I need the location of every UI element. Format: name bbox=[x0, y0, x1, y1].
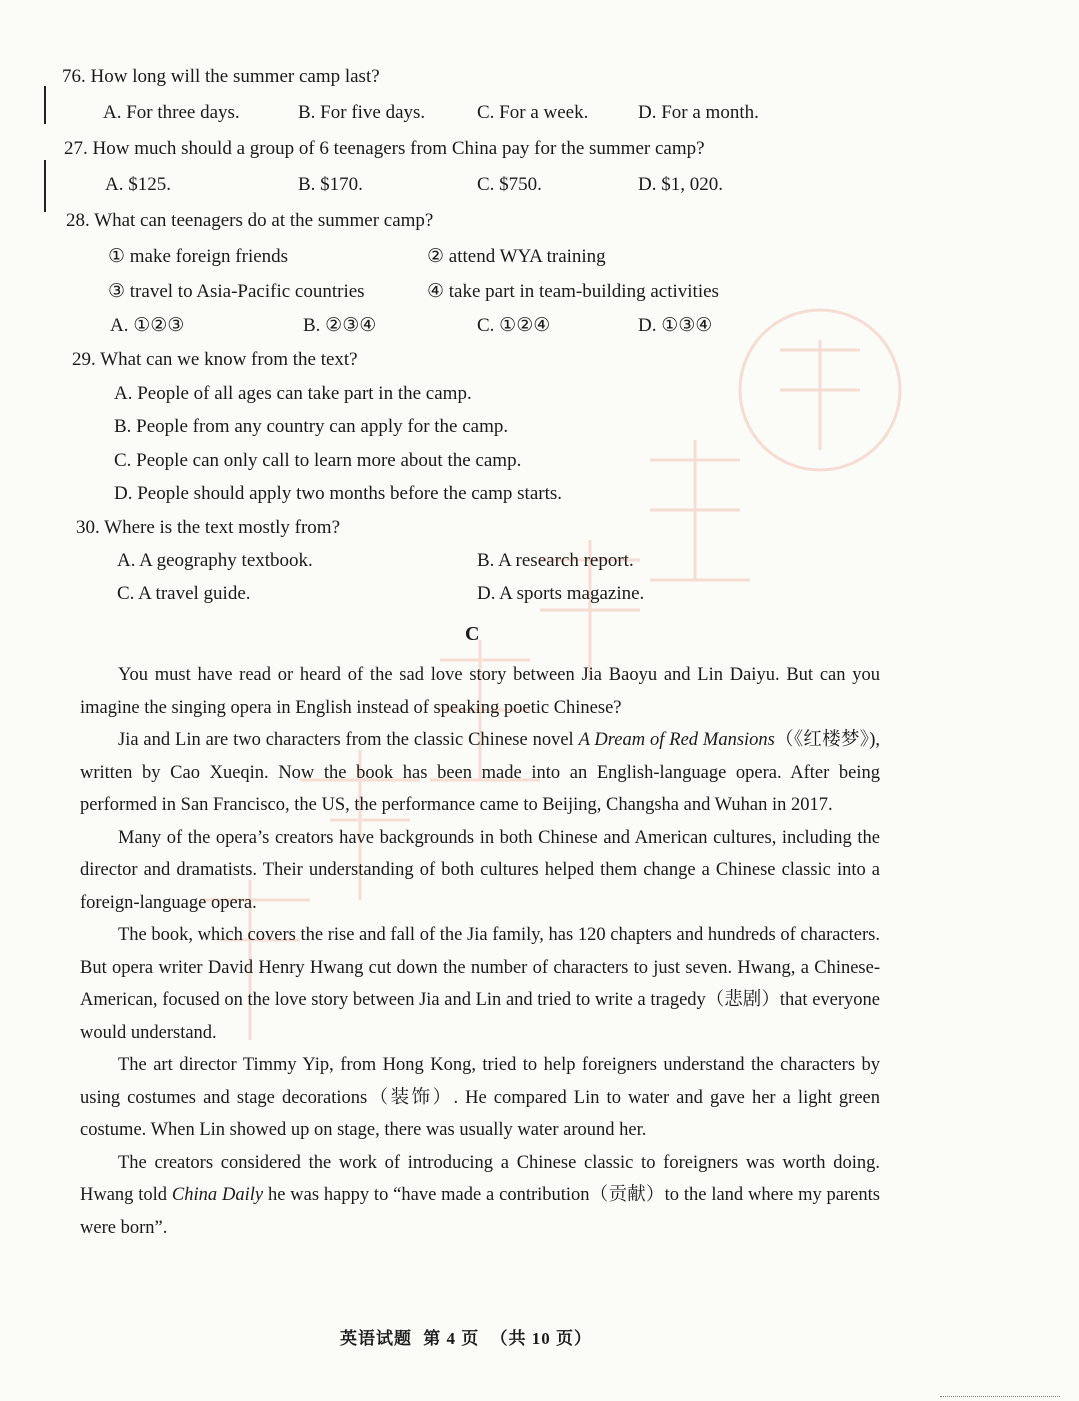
q30-option-b[interactable]: B. A research report. bbox=[477, 550, 634, 571]
q27-option-b[interactable]: B. $170. bbox=[298, 174, 363, 195]
q27-option-a[interactable]: A. $125. bbox=[105, 174, 171, 195]
passage-paragraph-5: The art director Timmy Yip, from Hong Kong, tried to help foreigners understand the characters by using costumes and stage decorations（装饰）. He compared Lin to water and gave her a light green costume. When Lin showed up on stage, there was usually water around her. bbox=[80, 1055, 880, 1140]
q27-option-d[interactable]: D. $1, 020. bbox=[638, 174, 723, 195]
footer-page: 第 4 页 bbox=[423, 1329, 480, 1348]
margin-mark bbox=[44, 86, 46, 124]
q26-option-d[interactable]: D. For a month. bbox=[638, 102, 759, 123]
question-27-stem: 27. How much should a group of 6 teenagers from China pay for the summer camp? bbox=[64, 138, 705, 159]
p2-text-after: （《红楼梦》), written by Cao Xueqin. Now the book has been made into an English-language opera. After being performed in San Francisco, the US, the performance came to Beijing, Changsha and Wuhan in 2017. bbox=[80, 730, 880, 815]
footer-total: （共 10 页） bbox=[490, 1329, 592, 1348]
q28-item-1: ① make foreign friends bbox=[108, 246, 289, 267]
section-heading: C bbox=[465, 623, 480, 645]
p6-text-before: The creators considered the work of introducing a Chinese classic to foreigners was worth doing. Hwang told bbox=[80, 1152, 880, 1205]
corner-dotted-line bbox=[940, 1396, 1060, 1397]
novel-title: A Dream of Red Mansions bbox=[578, 730, 775, 750]
question-28-stem: 28. What can teenagers do at the summer camp? bbox=[66, 210, 434, 231]
q26-option-c[interactable]: C. For a week. bbox=[477, 102, 589, 123]
q28-option-b[interactable]: B. ②③④ bbox=[303, 315, 377, 336]
q27-option-c[interactable]: C. $750. bbox=[477, 174, 542, 195]
passage-paragraph-1: You must have read or heard of the sad love story between Jia Baoyu and Lin Daiyu. But can you imagine the singing opera in English instead of speaking poetic Chinese? bbox=[80, 665, 880, 718]
footer-subject: 英语试题 bbox=[340, 1329, 412, 1348]
question-29-stem: 29. What can we know from the text? bbox=[72, 349, 358, 370]
q28-item-2: ② attend WYA training bbox=[427, 246, 606, 267]
page-footer bbox=[340, 1324, 598, 1349]
passage-paragraph-6 bbox=[80, 1147, 880, 1245]
q29-option-c[interactable]: C. People can only call to learn more about the camp. bbox=[114, 450, 522, 471]
q30-option-a[interactable]: A. A geography textbook. bbox=[117, 550, 313, 571]
q26-option-a[interactable]: A. For three days. bbox=[103, 102, 240, 123]
q28-option-c[interactable]: C. ①②④ bbox=[477, 315, 551, 336]
p6-text-after: he was happy to “have made a contribution（贡献）to the land where my parents were born”. bbox=[80, 1185, 880, 1238]
p2-text-before: Jia and Lin are two characters from the classic Chinese novel bbox=[118, 730, 579, 750]
q26-option-b[interactable]: B. For five days. bbox=[298, 102, 426, 123]
q30-option-d[interactable]: D. A sports magazine. bbox=[477, 583, 645, 604]
q28-item-4: ④ take part in team-building activities bbox=[427, 281, 719, 302]
reading-passage bbox=[80, 659, 880, 1244]
q28-option-a[interactable]: A. ①②③ bbox=[110, 315, 185, 336]
newspaper-title: China Daily bbox=[171, 1185, 264, 1205]
passage-paragraph-2 bbox=[80, 724, 880, 822]
margin-mark bbox=[44, 160, 46, 212]
q29-option-a[interactable]: A. People of all ages can take part in the camp. bbox=[114, 383, 472, 404]
q30-option-c[interactable]: C. A travel guide. bbox=[117, 583, 251, 604]
q29-option-d[interactable]: D. People should apply two months before the camp starts. bbox=[114, 483, 563, 504]
passage-paragraph-4: The book, which covers the rise and fall of the Jia family, has 120 chapters and hundreds of characters. But opera writer David Henry Hwang cut down the number of characters to just seven. Hwang, a Chinese-American, focused on the love story between Jia and Lin and tried to write a tragedy（悲剧）that everyone would understand. bbox=[80, 925, 880, 1043]
passage-paragraph-3: Many of the opera’s creators have backgrounds in both Chinese and American cultures, including the director and dramatists. Their understanding of both cultures helped them change a Chinese classic into a foreign-language opera. bbox=[80, 827, 880, 913]
q28-option-d[interactable]: D. ①③④ bbox=[638, 315, 713, 336]
q28-item-3: ③ travel to Asia-Pacific countries bbox=[108, 281, 365, 302]
question-30-stem: 30. Where is the text mostly from? bbox=[76, 517, 341, 538]
question-26-stem: 76. How long will the summer camp last? bbox=[62, 66, 380, 87]
q29-option-b[interactable]: B. People from any country can apply for the camp. bbox=[114, 416, 509, 437]
